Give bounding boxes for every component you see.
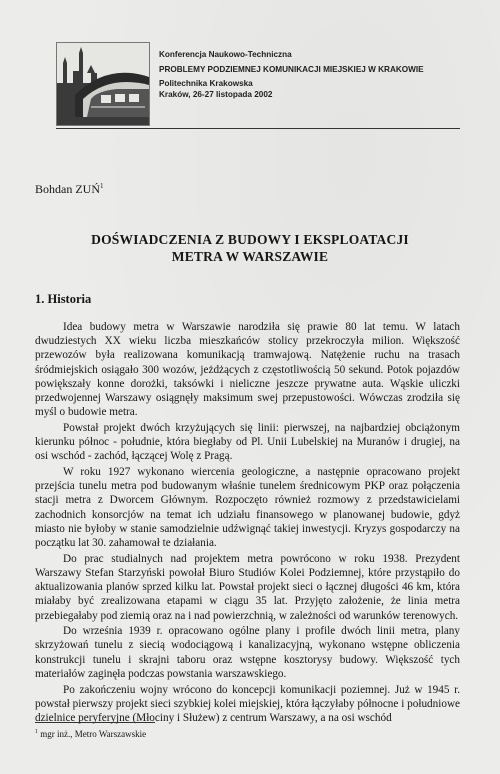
paragraph: Powstał projekt dwóch krzyżujących się linii: pierwszej, na najbardziej obciążonym kierunku północ - południe, która biegłaby od Pl. Unii Lubelskiej na Muranów i drugiej, na osi wschód - zachód, łączącej Wolę z Pragą. (35, 421, 460, 463)
paragraph: Idea budowy metra w Warszawie narodziła się prawie 80 lat temu. W latach dwudziestych XX wieku liczba mieszkańców stolicy przekroczyła milion. Większość przewozów była realizowana komunikacją tramwajową. Natężenie ruchu na trasach śródmiejskich osiągało 300 wozów, jeżdżących z częstotliwością 50 sekund. Potok pojazdów powiększały konne dorożki, taksówki i nieliczne jeszcze prywatne auta. Wąskie uliczki przedwojennej Warszawy osiągnęły maksimum swej przepustowości. Wówczas zrodziła się myśl o budowie metra. (35, 321, 460, 419)
conference-header (56, 40, 454, 123)
author-footnote-mark: 1 (100, 182, 104, 190)
paragraph: W roku 1927 wykonano wiercenia geologiczne, a następnie opracowano projekt przejścia tunelu metra pod budowanym właśnie tunelem średnicowym PKP oraz połączenia stacji metra z Dworcem Głównym. Rozpoczęto również rozmowy z przedstawicielami zachodnich konsorcjów na temat ich udziału finansowego w planowanej budowie, gdyż miasto nie byłoby w stanie samodzielnie udźwignąć takiej inwestycji. Kryzys gospodarczy na początku lat 30. zahamował te działania. (35, 466, 460, 550)
header-divider (56, 128, 460, 129)
paper-title-line-1: DOŚWIADCZENIA Z BUDOWY I EKSPLOATACJI (91, 232, 409, 247)
footnote-divider (35, 722, 155, 723)
paper-title-line-2: METRA W WARSZAWIE (171, 249, 329, 264)
conference-host: Politechnika Krakowska (159, 79, 253, 89)
paragraph: Do września 1939 r. opracowano ogólne plany i profile dwóch linii metra, plany skrzyżowań tunelu z siecią wodociągową i kanalizacyjną, wykonano wstępne obliczenia konstrukcji tunelu i skrajni taboru oraz wstępne kosztorysy budowy. Większość tych materiałów zaginęła podczas powstania warszawskiego. (35, 625, 460, 680)
conference-topic: PROBLEMY PODZIEMNEJ KOMUNIKACJI MIEJSKIEJ W KRAKOWIE (159, 64, 424, 74)
train-cityscape-logo-icon (56, 42, 150, 126)
footnote-text: mgr inż., Metro Warszawskie (38, 729, 147, 739)
conference-date-place: Kraków, 26-27 listopada 2002 (159, 89, 273, 99)
footnote (35, 727, 146, 740)
section-heading: 1. Historia (35, 292, 92, 306)
author-name: Bohdan ZUŃ (35, 182, 100, 196)
body-text (35, 320, 460, 727)
paragraph: Do prac studialnych nad projektem metra powrócono w roku 1938. Prezydent Warszawy Stefan Starzyński powołał Biuro Studiów Kolei Podziemnej, które przystąpiło do aktualizowania planów sprzed kilku lat. Powstał projekt sieci o łącznej długości 46 km, która miałaby być zrealizowana etapami w ciągu 35 lat. Przyjęto założenie, że linia metra przebiegałaby pod ziemią oraz na i nad powierzchnią, w zależności od warunków terenowych. (35, 552, 460, 622)
paragraph: Po zakończeniu wojny wrócono do koncepcji komunikacji poziemnej. Już w 1945 r. powstał pierwszy projekt sieci szybkiej kolei miejskiej, która łączyłaby północne i południowe dzielnice peryferyjne (Młociny i Służew) z centrum Warszawy, a na osi wschód (35, 683, 460, 724)
author-line (35, 179, 104, 196)
conference-info (159, 50, 459, 100)
paper-title (35, 231, 465, 265)
conference-name: Konferencja Naukowo-Techniczna (159, 50, 292, 59)
footnote-mark: 1 (35, 729, 38, 735)
